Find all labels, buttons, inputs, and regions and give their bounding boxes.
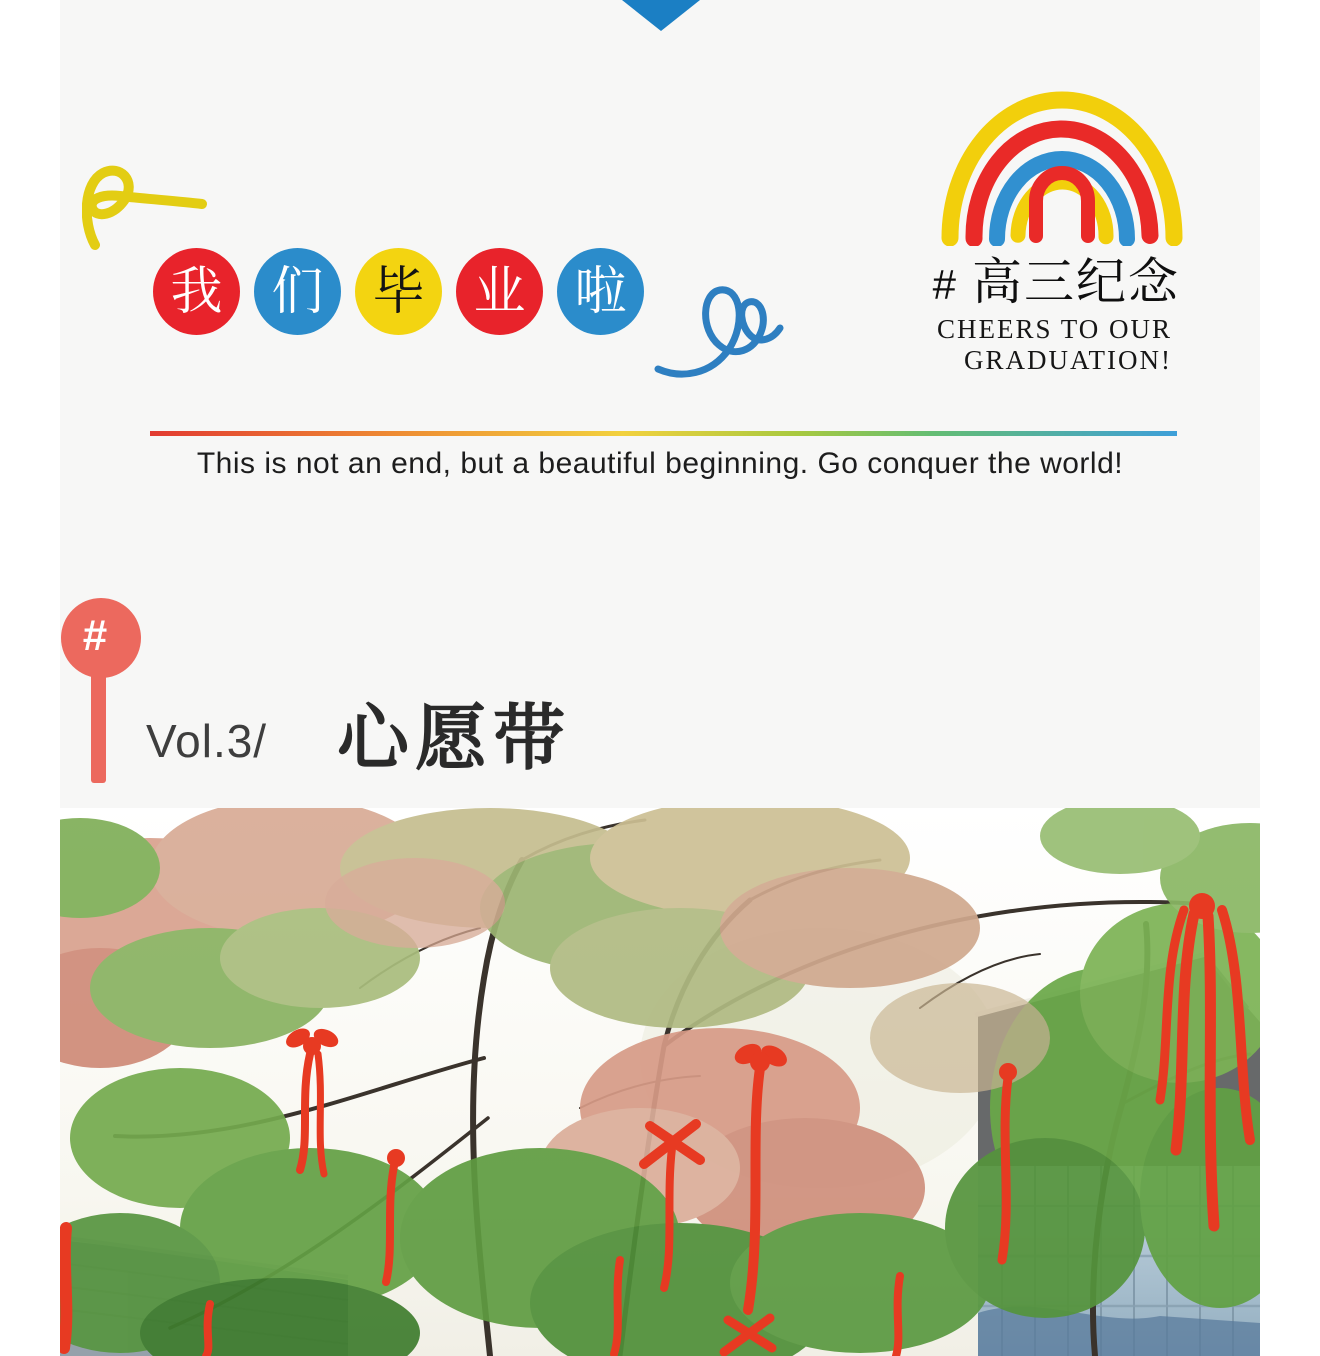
title-char: 们 [271, 262, 324, 321]
article-canvas [60, 0, 1260, 1356]
wish-ribbons-photo [60, 808, 1260, 1356]
title-char: 业 [473, 262, 526, 321]
badge-subtitle [937, 314, 1172, 376]
badge-subtitle-line1: CHEERS TO OUR [936, 314, 1172, 344]
title-circle-wo [153, 248, 240, 335]
title-char: 我 [170, 262, 223, 321]
title-char: 毕 [372, 262, 425, 321]
volume-label: Vol.3/ [146, 715, 268, 767]
rainbow-icon [935, 86, 1185, 246]
badge-title [933, 242, 1180, 314]
top-ribbon-marker-icon [622, 0, 700, 31]
pin-hash-symbol: # [82, 611, 108, 660]
badge-subtitle-line2: GRADUATION! [964, 345, 1172, 375]
title-circle-men [254, 248, 341, 335]
graduation-title [153, 248, 644, 335]
blue-squiggle-icon [653, 281, 789, 381]
title-circle-ye [456, 248, 543, 335]
photo-illustration [60, 808, 1260, 1356]
title-char: 啦 [574, 262, 627, 321]
hash-symbol: # [932, 261, 958, 308]
rainbow-divider [150, 431, 1177, 436]
title-circle-la [557, 248, 644, 335]
title-circle-bi [355, 248, 442, 335]
yellow-squiggle-icon [82, 163, 218, 253]
section-title: 心愿带 [337, 699, 572, 779]
tagline: This is not an end, but a beautiful beginning. Go conquer the world! [196, 447, 1124, 480]
badge-title-text: 高三纪念 [972, 254, 1180, 310]
section-pin [61, 598, 141, 678]
